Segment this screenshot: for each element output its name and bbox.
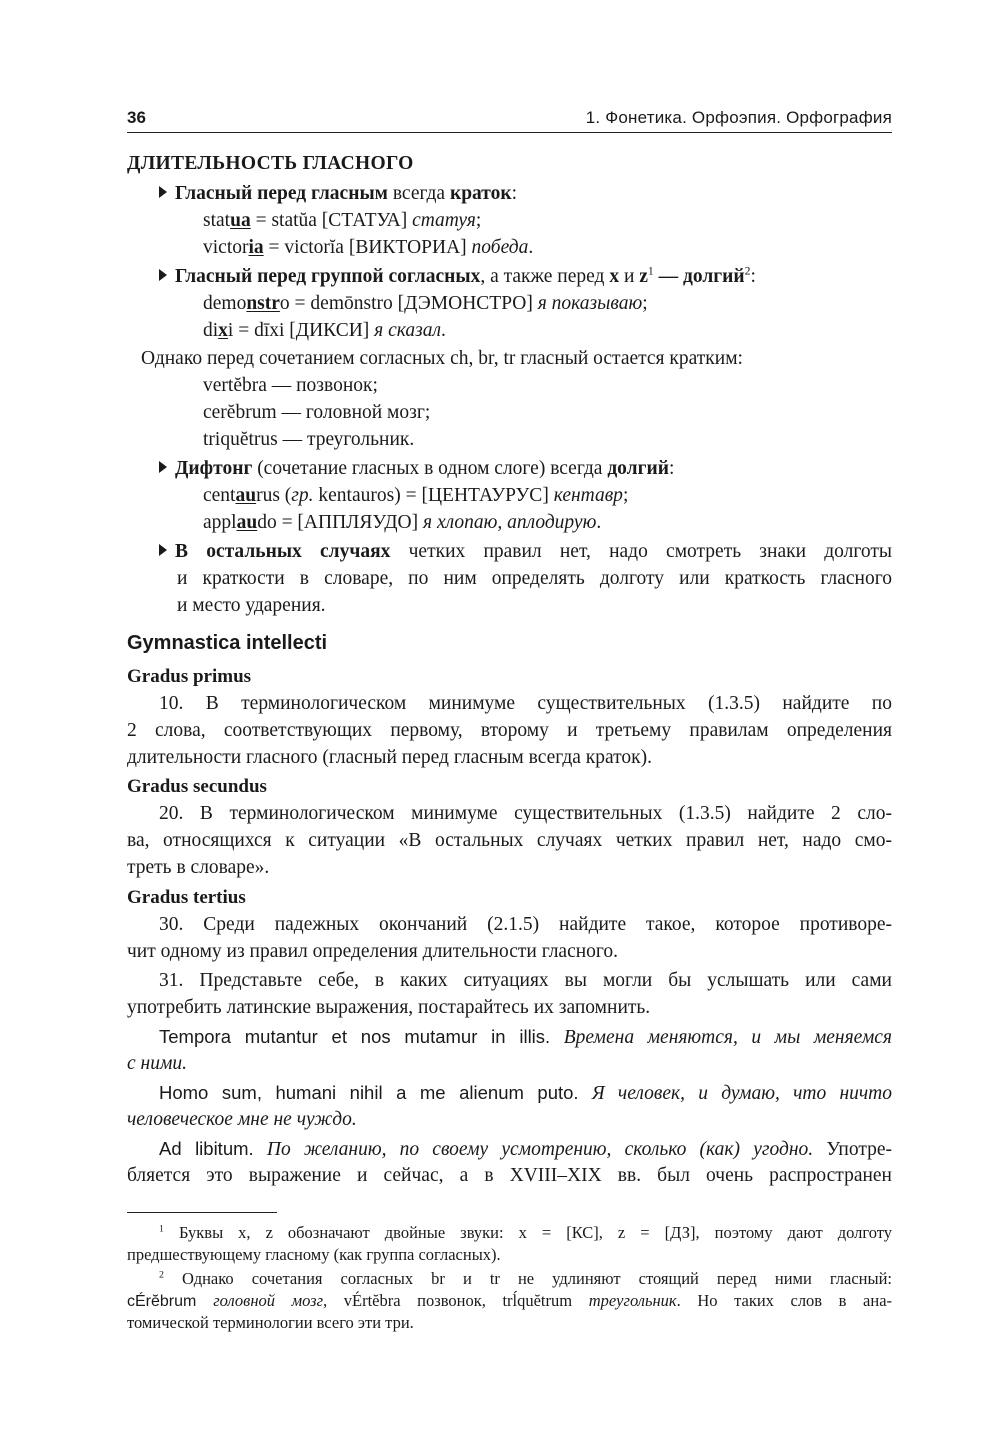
task-20-line3: треть в словаре». (127, 857, 270, 878)
task-20-line1: 20. В терминологическом минимуме существительных (1.3.5) найдите 2 сло- (159, 803, 892, 824)
example-victoria: victoria = victorĭa [ВИКТОРИА] победа. (203, 237, 534, 258)
example-demonstro: demonstro = demōnstro [ДЭМОНСТРО] я показываю; (203, 293, 648, 314)
footnote-2-line3: томической терминологии всего эти три. (127, 1313, 414, 1332)
example-vertebra: vertĕbra — позвонок; (203, 375, 378, 396)
phrase-ad-libitum-cont: бляется это выражение и сейчас, а в XVIII–XIX вв. был очень распространен (127, 1165, 892, 1186)
bullet-icon (159, 186, 167, 198)
phrase-tempora-cont: с ними. (127, 1053, 188, 1074)
bullet-icon (159, 461, 167, 473)
rule-other-cases-line3: и место ударения. (177, 595, 326, 616)
phrase-tempora: Tempora mutantur et nos mutamur in illis. Времена меняются, и мы меняемся (159, 1026, 892, 1048)
phrase-homo-sum-cont: человеческое мне не чуждо. (127, 1109, 357, 1130)
grade-tertius: Gradus tertius (127, 887, 246, 908)
bullet-icon (159, 269, 167, 281)
footnote-2-line2: cÉrĕbrum головной мозг, vÉrtĕbra позвонок, trĺquĕtrum треугольник. Но таких слов в ана- (127, 1291, 893, 1310)
task-31-line1: 31. Представьте себе, в каких ситуациях вы могли бы услышать или сами (159, 970, 892, 991)
rule-vowel-before-consonant-group: Гласный перед группой согласных, а также перед x и $z^1$ — долгий$^2$: (159, 263, 756, 290)
footnote-1: $^1$ Буквы x, z обозначают двойные звуки: x = [КС], z = [ДЗ], поэтому дают долготу (159, 1223, 892, 1242)
example-triquetrus: triquĕtrus — треугольник. (203, 429, 415, 450)
section-title: ДЛИТЕЛЬНОСТЬ ГЛАСНОГО (127, 153, 414, 174)
page-number: 36 (127, 108, 146, 127)
task-10-line2: 2 слова, соответствующих первому, второму и третьему правилам определения (127, 720, 892, 741)
task-31-line2: употребить латинские выражения, постарайтесь их запомнить. (127, 997, 651, 1018)
task-30-line2: чит одному из правил определения длительности гласного. (127, 941, 619, 962)
rule-vowel-before-vowel: Гласный перед гласным всегда краток: (159, 180, 517, 207)
task-20-line2: ва, относящихся к ситуации «В остальных случаях четких правил нет, надо смо- (127, 830, 892, 851)
rule-other-cases-line2: и краткости в словаре, по ним определять долготу или краткость гласного (177, 568, 892, 589)
phrase-ad-libitum: Ad libitum. По желанию, по своему усмотрению, сколько (как) угодно. Употре- (159, 1138, 893, 1160)
exception-text: Однако перед сочетанием согласных ch, br, tr гласный остается кратким: (141, 348, 743, 369)
bullet-icon (159, 544, 167, 556)
grade-secundus: Gradus secundus (127, 776, 267, 797)
example-applaudo: applaudo = [АППЛЯУДО] я хлопаю, аплодирую. (203, 512, 602, 533)
example-statua: statua = statŭa [СТАТУА] статуя; (203, 210, 482, 231)
rule-other-cases: В остальных случаях четких правил нет, надо смотреть знаки долготы (159, 538, 892, 565)
example-dixi: dixi = dīxi [ДИКСИ] я сказал. (203, 320, 446, 341)
example-centaurus: centaurus (гр. kentauros) = [ЦЕНТАУРУС] кентавр; (203, 485, 629, 506)
task-30-line1: 30. Среди падежных окончаний (2.1.5) найдите такое, которое противоре- (159, 914, 892, 935)
rule-diphthong: Дифтонг (сочетание гласных в одном слоге) всегда долгий: (159, 455, 674, 482)
task-10-line3: длительности гласного (гласный перед гласным всегда краток). (127, 747, 652, 768)
grade-primus: Gradus primus (127, 666, 252, 687)
example-cerebrum: cerĕbrum — головной мозг; (203, 402, 431, 423)
exercises-title: Gymnastica intellecti (127, 632, 328, 654)
running-header (127, 108, 892, 133)
task-10-line1: 10. В терминологическом минимуме существительных (1.3.5) найдите по (159, 693, 892, 714)
running-title: 1. Фонетика. Орфоэпия. Орфография (585, 108, 892, 127)
footnote-2: $^2$ Однако сочетания согласных br и tr не удлиняют стоящий перед ними гласный: (159, 1269, 892, 1288)
footnote-divider (127, 1212, 277, 1213)
phrase-homo-sum: Homo sum, humani nihil a me alienum puto. Я человек, и думаю, что ничто (159, 1082, 893, 1104)
footnote-1-cont: предшествующему гласному (как группа согласных). (127, 1245, 501, 1264)
